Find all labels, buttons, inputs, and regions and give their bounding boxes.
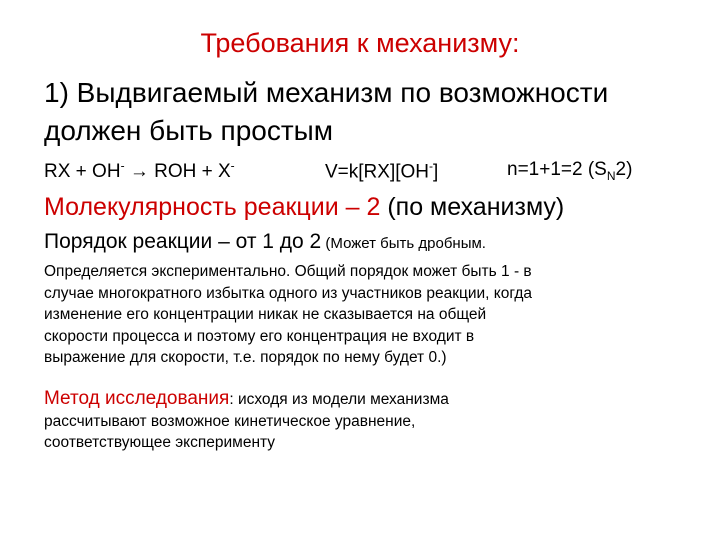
order-detail-line: Определяется экспериментально. Общий порядок может быть 1 - в — [44, 263, 532, 280]
method-label: Метод исследования — [44, 388, 230, 409]
sn-subscript: N — [606, 168, 616, 183]
reactants: RX + OH — [44, 161, 121, 183]
method-text-first: : исходя из модели механизма — [229, 391, 449, 408]
reaction-order-sum — [507, 159, 632, 183]
reaction-equation-line — [44, 159, 704, 183]
reaction-arrow-icon: → — [129, 161, 149, 183]
order-label: Порядок реакции – от 1 до 2 — [44, 230, 322, 253]
order-detail-line: скорости процесса и поэтому его концентрация не входит в — [44, 327, 475, 345]
molecularity-label: Молекулярность реакции – 2 — [44, 193, 381, 221]
requirement-1 — [44, 74, 704, 150]
order-details — [44, 261, 694, 369]
requirement-1-line-1: 1) Выдвигаемый механизм по возможности — [44, 77, 609, 108]
method-first-line — [44, 388, 694, 411]
molecularity-line — [44, 193, 564, 222]
order-detail-line: выражение для скорости, т.е. порядок по нему будет 0.) — [44, 349, 447, 366]
order-line — [44, 230, 486, 254]
reaction-equation — [44, 161, 235, 182]
method-section — [44, 388, 694, 454]
method-line: соответствующее эксперименту — [44, 434, 276, 451]
molecularity-note: (по механизму) — [380, 193, 565, 221]
rate-law-charge: - — [429, 159, 433, 173]
order-sum-suffix: 2) — [615, 159, 633, 180]
requirement-1-line-2: должен быть простым — [44, 115, 334, 146]
products: ROH + X — [148, 161, 231, 183]
product-charge: - — [230, 159, 235, 173]
slide-title: Требования к механизму: — [200, 28, 520, 58]
order-note: (Может быть дробным. — [321, 235, 486, 252]
order-detail-line: случае многократного избытка одного из участников реакции, когда — [44, 284, 532, 302]
rate-law — [325, 159, 438, 183]
rate-law-suffix: ] — [433, 161, 439, 183]
rate-law-prefix: V=k[RX][OH — [325, 161, 429, 183]
method-line: рассчитывают возможное кинетическое уравнение, — [44, 412, 416, 430]
order-sum-prefix: n=1+1=2 (S — [507, 159, 607, 180]
reactant-charge: - — [120, 159, 125, 173]
order-detail-line: изменение его концентрации никак не сказывается на общей — [44, 306, 487, 323]
